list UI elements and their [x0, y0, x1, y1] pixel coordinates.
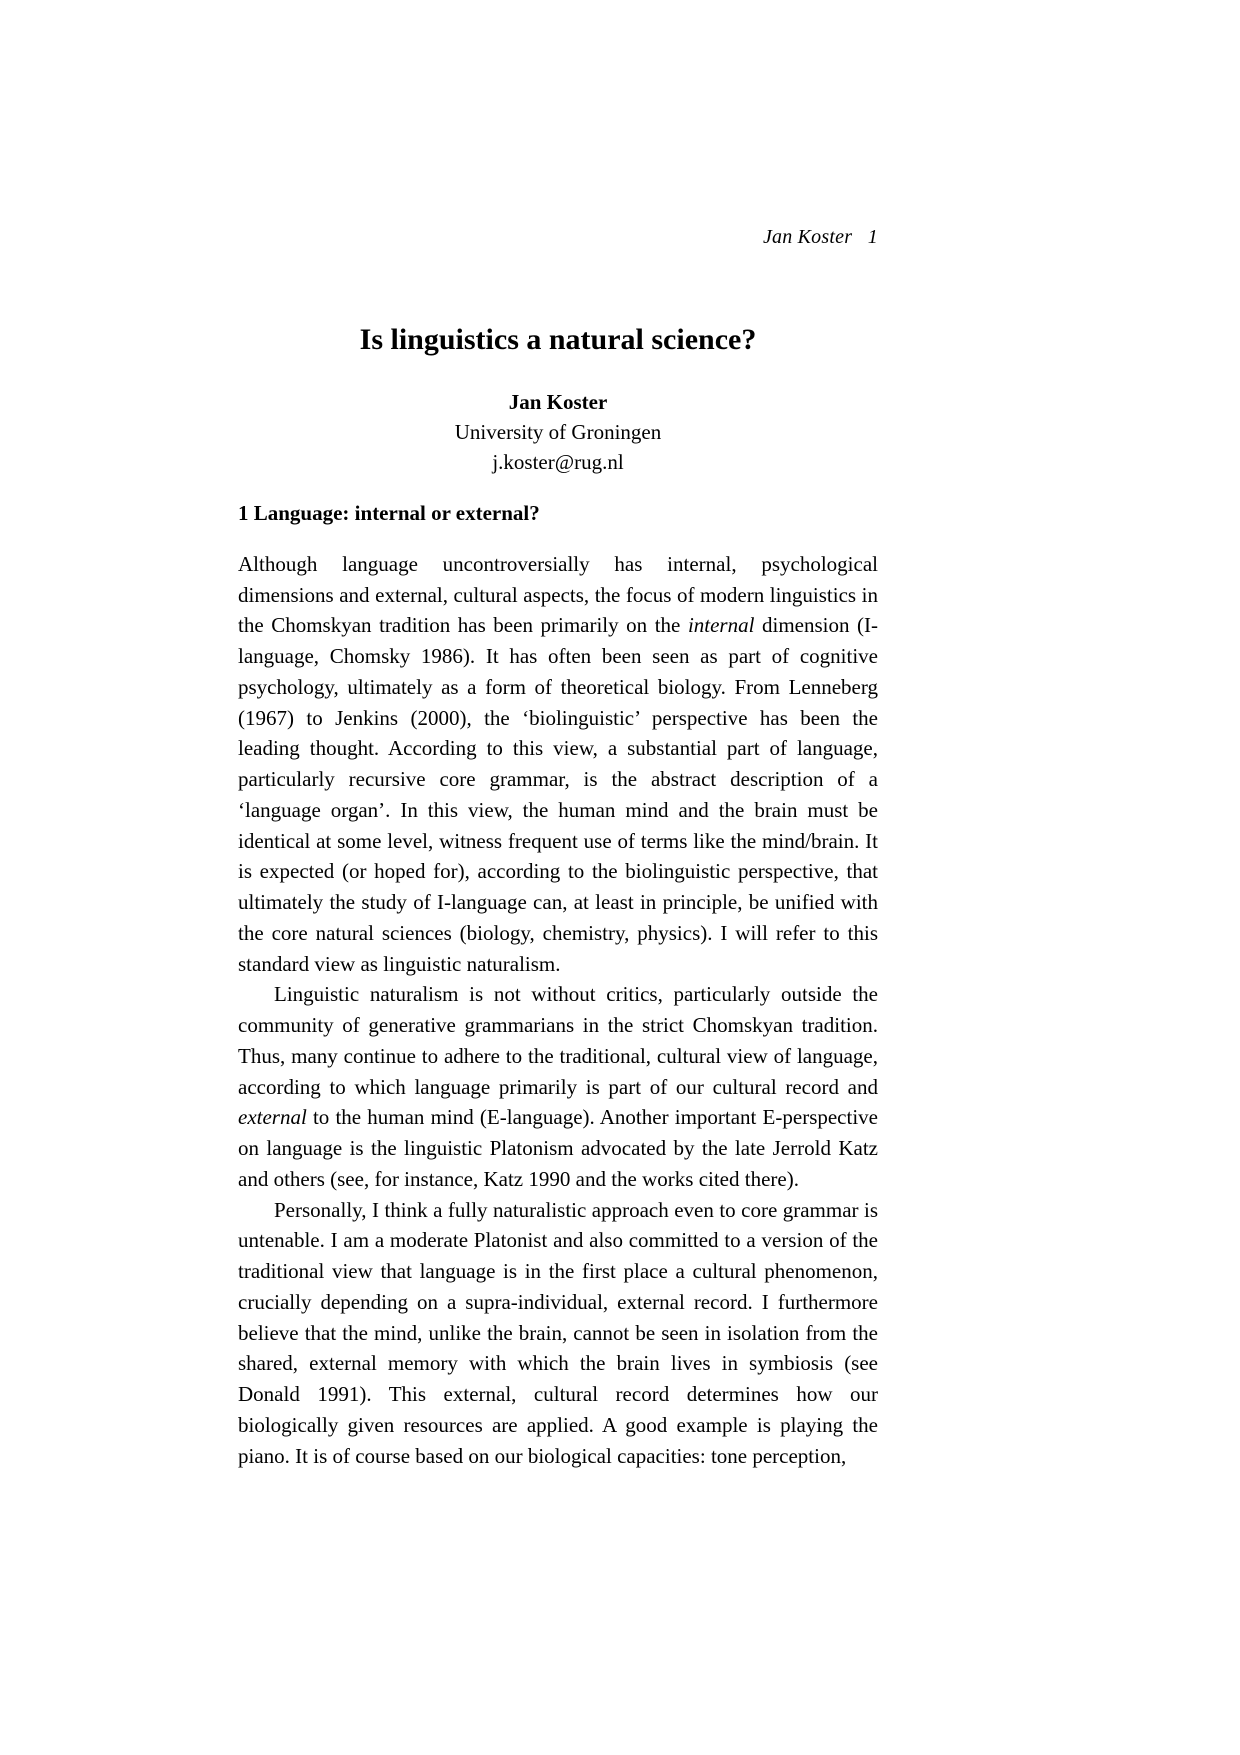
body-paragraph [238, 1195, 878, 1472]
body-paragraph [238, 549, 878, 980]
paragraph-text: Personally, I think a fully naturalistic approach even to core grammar is untenable. I am a moderate Platonist and also committed to a version of the traditional view that language is in the first place a cultural phenomenon, crucially depending on a supra-individual, external record. I furthermore believe that the mind, unlike the brain, cannot be seen in isolation from the shared, external memory with which the brain lives in symbiosis (see Donald 1991). This external, cultural record determines how our biologically given resources are applied. A good example is playing the piano. It is of course based on our biological capacities: tone perception, [238, 1197, 878, 1468]
page-title: Is linguistics a natural science? [359, 323, 757, 357]
paragraph-text: to the human mind (E-language). Another important E-perspective on language is the linguistic Platonism advocated by the late Jerrold Katz and others (see, for instance, Katz 1990 and the works cited there). [238, 1105, 878, 1191]
body-paragraph [238, 979, 878, 1194]
running-header: Jan Koster 1 [762, 226, 878, 248]
paragraph-container [238, 549, 878, 1472]
section-heading-1: 1 Language: internal or external? [238, 501, 540, 525]
author-block [238, 388, 878, 477]
emphasis-text: internal [687, 613, 755, 638]
author-name: Jan Koster [508, 390, 608, 414]
emphasis-text: external [238, 1105, 307, 1130]
body-column [238, 500, 878, 1471]
author-affiliation: University of Groningen [454, 419, 662, 444]
author-email: j.koster@rug.nl [492, 449, 624, 474]
paragraph-text: Linguistic naturalism is not without critics, particularly outside the community of generative grammarians in the strict Chomskyan tradition. Thus, many continue to adhere to the traditional, cultural view of language, according to which language primarily is part of our cultural record and [238, 982, 878, 1099]
paragraph-text: Although language uncontroversially has internal, psychological dimensions and external, cultural aspects, the focus of modern linguistics in the Chomskyan tradition has been primarily on the [238, 551, 878, 638]
paragraph-text: dimension (I-language, Chomsky 1986). It has often been seen as part of cognitive psychology, ultimately as a form of theoretical biology. From Lenneberg (1967) to Jenkins (2000), the ‘biolinguistic’ perspective has been the leading thought. According to this view, a substantial part of language, particularly recursive core grammar, is the abstract description of a ‘language organ’. In this view, the human mind and the brain must be identical at some level, witness frequent use of terms like the mind/brain. It is expected (or hoped for), according to the biolinguistic perspective, that ultimately the study of I-language can, at least in principle, be unified with the core natural sciences (biology, chemistry, physics). I will refer to this standard view as linguistic naturalism. [238, 613, 879, 976]
